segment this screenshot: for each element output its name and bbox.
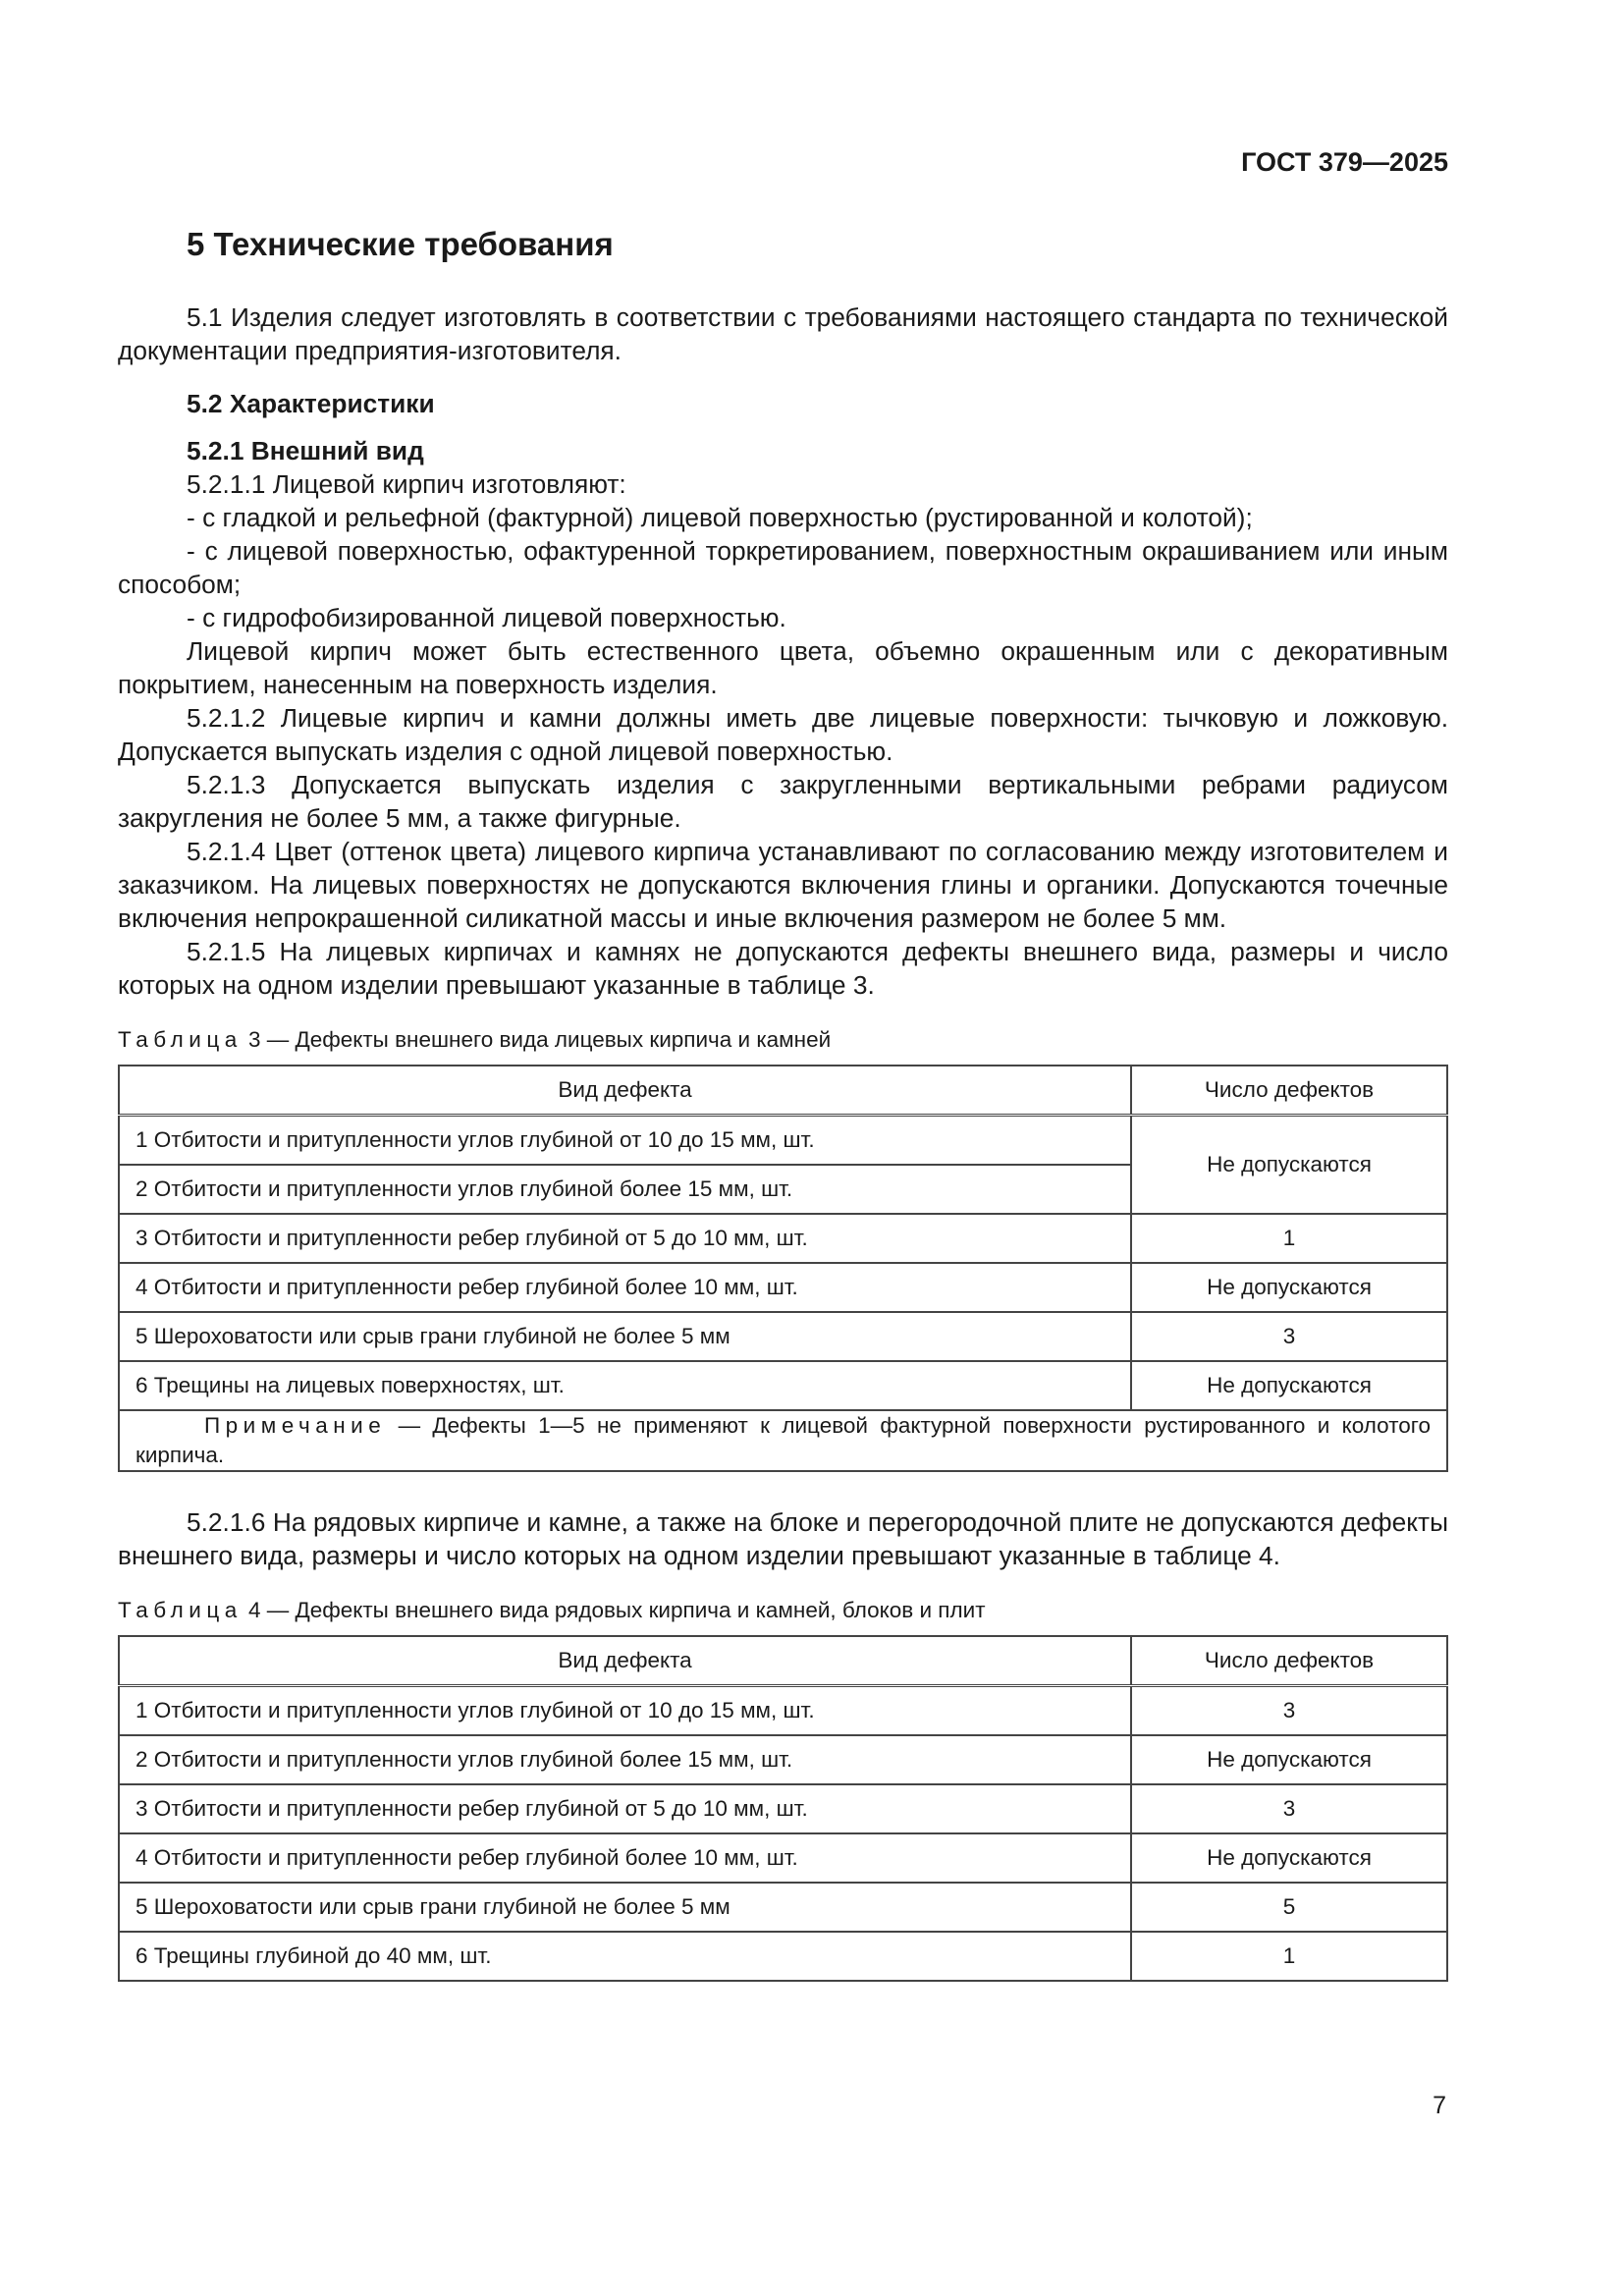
- table-4-caption-text: 4 — Дефекты внешнего вида рядовых кирпича и камней, блоков и плит: [242, 1598, 986, 1622]
- defect-cell: 3 Отбитости и притупленности ребер глубиной от 5 до 10 мм, шт.: [119, 1784, 1131, 1833]
- table-row: [119, 1312, 1447, 1361]
- defect-cell: 1 Отбитости и притупленности углов глубиной от 10 до 15 мм, шт.: [119, 1116, 1131, 1166]
- table-row: [119, 1116, 1447, 1166]
- defect-cell: 2 Отбитости и притупленности углов глубиной более 15 мм, шт.: [119, 1165, 1131, 1214]
- paragraph-5-2-1-4: 5.2.1.4 Цвет (оттенок цвета) лицевого кирпича устанавливают по согласованию между изготовителем и заказчиком. На лицевых поверхностях не допускаются включения глины и органики. Допускаются точечные включения непрокрашенной силикатной массы и иные включения размером не более 5 мм.: [118, 837, 1448, 933]
- table-header-row: [119, 1066, 1447, 1116]
- bullet-item: - с лицевой поверхностью, офактуренной торкретированием, поверхностным окрашиванием или иным способом;: [118, 536, 1448, 599]
- count-cell: Не допускаются: [1131, 1833, 1447, 1883]
- count-cell: 5: [1131, 1883, 1447, 1932]
- table-row: [119, 1686, 1447, 1736]
- note-text: — Дефекты 1—5 не применяют к лицевой фактурной поверхности рустированного и колотого кирпича.: [135, 1413, 1431, 1467]
- count-cell: Не допускаются: [1131, 1361, 1447, 1410]
- table-row: [119, 1735, 1447, 1784]
- count-cell: Не допускаются: [1131, 1116, 1447, 1215]
- bullet-item: - с гладкой и рельефной (фактурной) лицевой поверхностью (рустированной и колотой);: [187, 503, 1253, 532]
- note-label: Примечание: [204, 1413, 387, 1438]
- column-header-count: Число дефектов: [1131, 1066, 1447, 1116]
- paragraph-5-2-1-3: 5.2.1.3 Допускается выпускать изделия с закругленными вертикальными ребрами радиусом закругления не более 5 мм, а также фигурные.: [118, 770, 1448, 833]
- count-cell: Не допускаются: [1131, 1263, 1447, 1312]
- table-note: [119, 1410, 1447, 1471]
- count-cell: 1: [1131, 1214, 1447, 1263]
- count-cell: 3: [1131, 1686, 1447, 1736]
- subsection-title-5-2-1: 5.2.1 Внешний вид: [187, 436, 424, 465]
- table-3-caption-word: Таблица: [118, 1027, 243, 1052]
- defect-cell: 6 Трещины глубиной до 40 мм, шт.: [119, 1932, 1131, 1981]
- defect-cell: 2 Отбитости и притупленности углов глубиной более 15 мм, шт.: [119, 1735, 1131, 1784]
- table-3: [118, 1065, 1448, 1472]
- bullet-item: - с гидрофобизированной лицевой поверхностью.: [187, 603, 786, 632]
- defect-cell: 6 Трещины на лицевых поверхностях, шт.: [119, 1361, 1131, 1410]
- page-number: 7: [1433, 2092, 1446, 2119]
- count-cell: 1: [1131, 1932, 1447, 1981]
- table-3-caption: [118, 1025, 1448, 1055]
- paragraph-5-2-1-5: 5.2.1.5 На лицевых кирпичах и камнях не допускаются дефекты внешнего вида, размеры и число которых на одном изделии превышают указанные в таблице 3.: [118, 937, 1448, 1000]
- defect-cell: 3 Отбитости и притупленности ребер глубиной от 5 до 10 мм, шт.: [119, 1214, 1131, 1263]
- column-header-defect: Вид дефекта: [119, 1066, 1131, 1116]
- column-header-defect: Вид дефекта: [119, 1636, 1131, 1686]
- table-4-caption-word: Таблица: [118, 1598, 243, 1622]
- paragraph-5-2-1-6: 5.2.1.6 На рядовых кирпиче и камне, а также на блоке и перегородочной плите не допускаются дефекты внешнего вида, размеры и число которых на одном изделии превышают указанные в таблице 4.: [118, 1507, 1448, 1570]
- column-header-count: Число дефектов: [1131, 1636, 1447, 1686]
- table-3-caption-text: 3 — Дефекты внешнего вида лицевых кирпича и камней: [242, 1027, 832, 1052]
- count-cell: Не допускаются: [1131, 1735, 1447, 1784]
- paragraph-color: Лицевой кирпич может быть естественного цвета, объемно окрашенным или с декоративным покрытием, нанесенным на поверхность изделия.: [118, 636, 1448, 699]
- paragraph-5-2-1-1: 5.2.1.1 Лицевой кирпич изготовляют:: [187, 469, 626, 499]
- defect-cell: 4 Отбитости и притупленности ребер глубиной более 10 мм, шт.: [119, 1833, 1131, 1883]
- table-row: [119, 1883, 1447, 1932]
- defect-cell: 5 Шероховатости или срыв грани глубиной не более 5 мм: [119, 1312, 1131, 1361]
- section-title: 5 Технические требования: [187, 226, 614, 262]
- table-row: [119, 1932, 1447, 1981]
- defect-cell: 4 Отбитости и притупленности ребер глубиной более 10 мм, шт.: [119, 1263, 1131, 1312]
- defect-cell: 1 Отбитости и притупленности углов глубиной от 10 до 15 мм, шт.: [119, 1686, 1131, 1736]
- count-cell: 3: [1131, 1784, 1447, 1833]
- table-note-row: [119, 1410, 1447, 1471]
- table-row: [119, 1361, 1447, 1410]
- page-content: [118, 222, 1448, 1982]
- table-row: [119, 1263, 1447, 1312]
- table-row: [119, 1784, 1447, 1833]
- paragraph-5-2-1-2: 5.2.1.2 Лицевые кирпич и камни должны иметь две лицевые поверхности: тычковую и ложковую. Допускается выпускать изделия с одной лицевой поверхностью.: [118, 703, 1448, 766]
- count-cell: 3: [1131, 1312, 1447, 1361]
- table-4-caption: [118, 1596, 1448, 1625]
- table-row: [119, 1833, 1447, 1883]
- standard-designation: ГОСТ 379—2025: [1241, 147, 1448, 177]
- paragraph-5-1: 5.1 Изделия следует изготовлять в соответствии с требованиями настоящего стандарта по технической документации предприятия-изготовителя.: [118, 302, 1448, 365]
- defect-cell: 5 Шероховатости или срыв грани глубиной не более 5 мм: [119, 1883, 1131, 1932]
- subsection-title-5-2: 5.2 Характеристики: [187, 389, 435, 418]
- table-header-row: [119, 1636, 1447, 1686]
- table-row: [119, 1214, 1447, 1263]
- table-4: [118, 1635, 1448, 1982]
